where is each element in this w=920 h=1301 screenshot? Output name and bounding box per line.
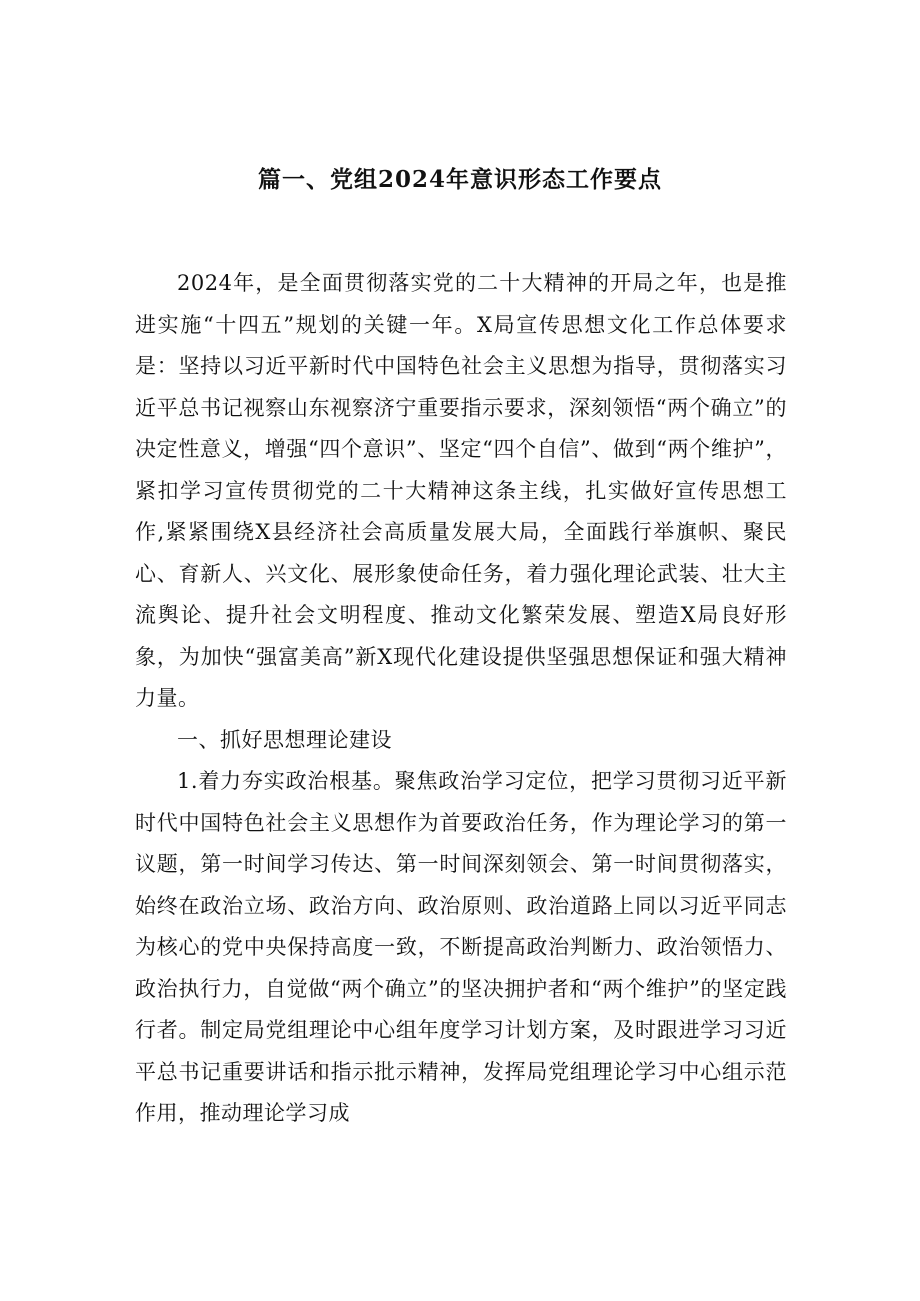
paragraph-intro: 2024年，是全面贯彻落实党的二十大精神的开局之年，也是推进实施“十四五”规划的关键一年。X局宣传思想文化工作总体要求是：坚持以习近平新时代中国特色社会主义思想为指导，贯彻落实习近平总书记视察山东视察济宁重要指示要求，深刻领悟“两个确立”的决定性意义，增强“四个意识”、坚定“四个自信”、做到“两个维护”，紧扣学习宣传贯彻党的二十大精神这条主线，扎实做好宣传思想工作,紧紧围绕X县经济社会高质量发展大局，全面践行举旗帜、聚民心、育新人、兴文化、展形象使命任务，着力强化理论武装、壮大主流舆论、提升社会文明程度、推动文化繁荣发展、塑造X局良好形象，为加快“强富美高”新X现代化建设提供坚强思想保证和强大精神力量。 xyxy=(135,271,787,710)
document-title: 篇一、党组2024年意识形态工作要点 xyxy=(257,166,662,193)
section-heading: 一、抓好思想理论建设 xyxy=(177,727,392,752)
document-body xyxy=(135,263,787,1135)
paragraph-item-1: 1.着力夯实政治根基。聚焦政治学习定位，把学习贯彻习近平新时代中国特色社会主义思想作为首要政治任务，作为理论学习的第一议题，第一时间学习传达、第一时间深刻领会、第一时间贯彻落实，始终在政治立场、政治方向、政治原则、政治道路上同以习近平同志为核心的党中央保持高度一致，不断提高政治判断力、政治领悟力、政治执行力，自觉做“两个确立”的坚决拥护者和“两个维护”的坚定践行者。制定局党组理论中心组年度学习计划方案，及时跟进学习习近平总书记重要讲话和指示批示精神，发挥局党组理论学习中心组示范作用，推动理论学习成 xyxy=(135,769,787,1125)
